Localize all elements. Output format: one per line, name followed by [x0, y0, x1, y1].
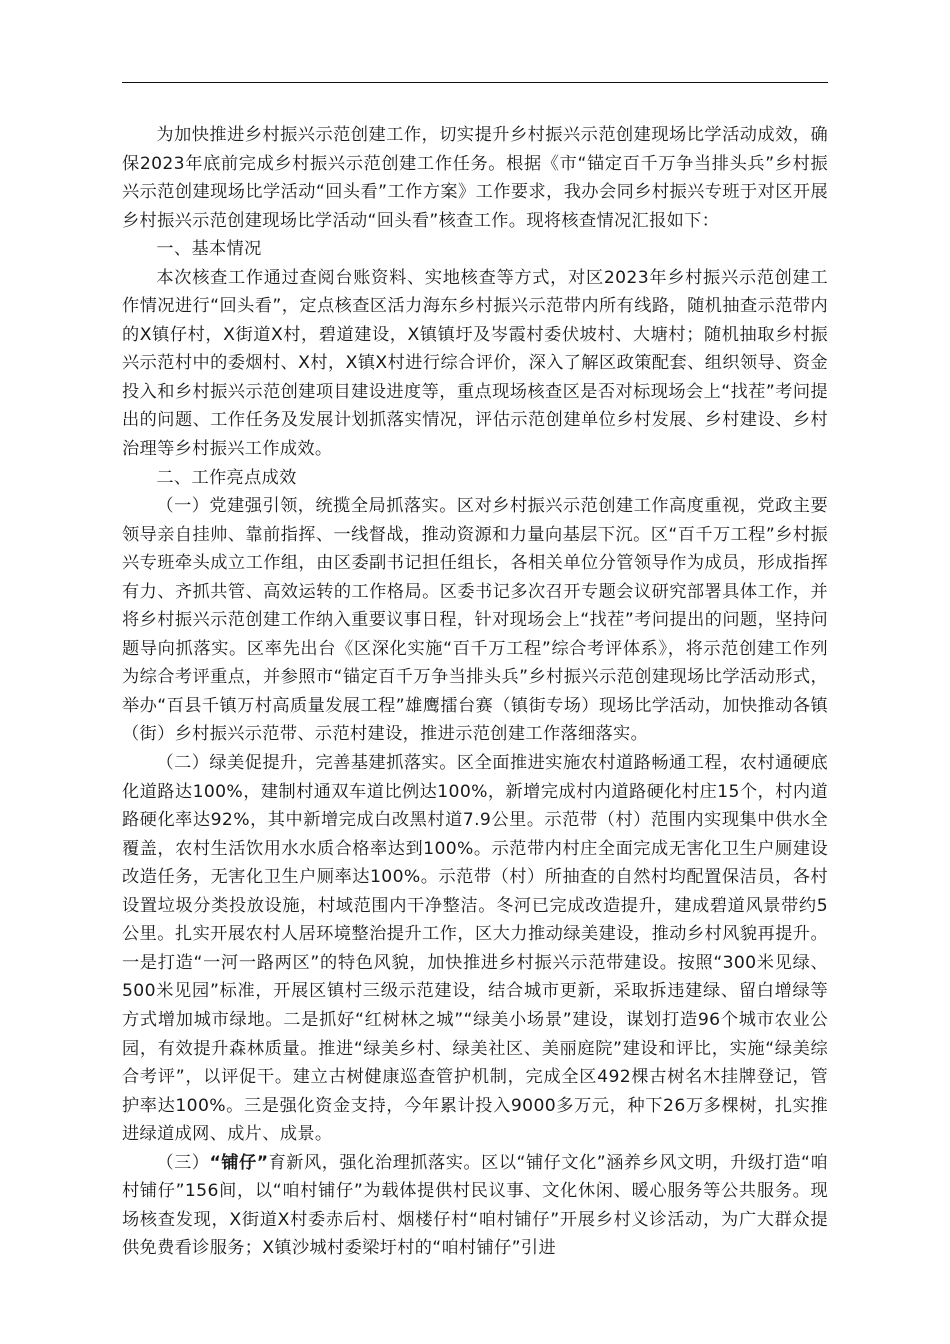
basic-situation-paragraph: 本次核查工作通过查阅台账资料、实地核查等方式，对区2023年乡村振兴示范创建工作情况进行“回头看”，定点核查区活力海东乡村振兴示范带内所有线路，随机抽查示范带内的X镇仔村，X街道X村，碧道建设，X镇镇圩及岑霞村委伏坡村、大塘村；随机抽取乡村振兴示范村中的委烟村、X村，X镇X村进行综合评价，深入了解区政策配套、组织领导、资金投入和乡村振兴示范创建项目建设进度等，重点现场核查区是否对标现场会上“找茬”考问提出的问题、工作任务及发展计划抓落实情况，评估示范创建单位乡村发展、乡村建设、乡村治理等乡村振兴工作成效。: [122, 267, 828, 460]
highlight-puzai-paragraph: [122, 1149, 828, 1263]
highlight-party-building-paragraph: （一）党建强引领，统揽全局抓落实。区对乡村振兴示范创建工作高度重视，党政主要领导亲自挂帅、靠前指挥、一线督战，推动资源和力量向基层下沉。区“百千万工程”乡村振兴专班牵头成立工作组，由区委副书记担任组长，各相关单位分管领导作为成员，形成指挥有力、齐抓共管、高效运转的工作格局。区委书记多次召开专题会议研究部署具体工作，并将乡村振兴示范创建工作纳入重要议事日程，针对现场会上“找茬”考问提出的问题，坚持问题导向抓落实。区率先出台《区深化实施“百千万工程”综合考评体系》，将示范创建工作列为综合考评重点，并参照市“锚定百千万争当排头兵”乡村振兴示范创建现场比学活动形式，举办“百县千镇万村高质量发展工程”雄鹰擂台赛（镇街专场）现场比学活动，加快推动各镇（街）乡村振兴示范带、示范村建设，推进示范创建工作落细落实。: [122, 496, 828, 745]
header-rule: [122, 82, 828, 83]
highlight-green-beauty-paragraph: （二）绿美促提升，完善基建抓落实。区全面推进实施农村道路畅通工程，农村通硬底化道路达100%，建制村通双车道比例达100%，新增完成村内道路硬化村庄15个，村内道路硬化率达92%，其中新增完成白改黑村道7.9公里。示范带（村）范围内实现集中供水全覆盖，农村生活饮用水水质合格率达到100%。示范带内村庄全面完成无害化卫生户厕建设改造任务，无害化卫生户厕率达100%。示范带（村）所抽查的自然村均配置保洁员，各村设置垃圾分类投放设施，村域范围内干净整洁。冬河已完成改造提升，建成碧道风景带约5公里。扎实开展农村人居环境整治提升工作，区大力推动绿美建设，推动乡村风貌再提升。一是打造“一河一路两区”的特色风貌，加快推进乡村振兴示范带建设。按照“300米见绿、500米见园”标准，开展区镇村三级示范建设，结合城市更新，采取拆违建绿、留白增绿等方式增加城市绿地。二是抓好“红树林之城”“绿美小场景”建设，谋划打造96个城市农业公园，有效提升森林质量。推进“绿美乡村、绿美社区、美丽庭院”建设和评比，实施“绿美综合考评”，以评促干。建立古树健康巡查管护机制，完成全区492棵古树名木挂牌登记，管护率达100%。三是强化资金支持，今年累计投入9000多万元，种下26万多棵树，扎实推进绿道成网、成片、成景。: [122, 753, 828, 1145]
section-heading-highlights: 二、工作亮点成效: [156, 467, 297, 488]
highlight-puzai-prefix: （三）: [156, 1152, 210, 1173]
document-body: [122, 121, 828, 1263]
intro-paragraph: 为加快推进乡村振兴示范创建工作，切实提升乡村振兴示范创建现场比学活动成效，确保2023年底前完成乡村振兴示范创建工作任务。根据《市“锚定百千万争当排头兵”乡村振兴示范创建现场比学活动“回头看”工作方案》工作要求，我办会同乡村振兴专班于对区开展乡村振兴示范创建现场比学活动“回头看”核查工作。现将核查情况汇报如下：: [122, 125, 828, 231]
highlight-puzai-text: 育新风，强化治理抓落实。区以“铺仔文化”涵养乡风文明，升级打造“咱村铺仔”156间，以“咱村铺仔”为载体提供村民议事、文化休闲、暖心服务等公共服务。现场核查发现，X街道X村委赤后村、烟楼仔村“咱村铺仔”开展乡村义诊活动，为广大群众提供免费看诊服务；X镇沙城村委梁圩村的“咱村铺仔”引进: [122, 1152, 828, 1259]
section-heading-basic-situation: 一、基本情况: [156, 239, 262, 260]
highlight-puzai-bold-term: “铺仔”: [209, 1152, 269, 1173]
